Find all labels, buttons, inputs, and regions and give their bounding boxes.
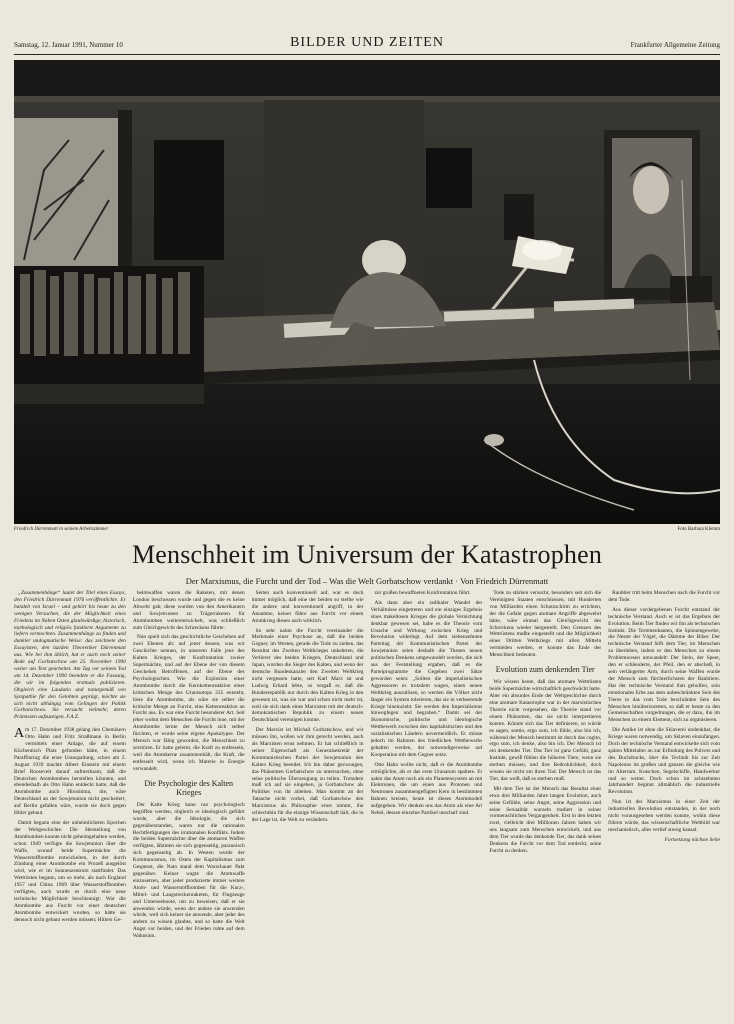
photo-credit: Foto Barbara Klemm — [677, 527, 720, 532]
body-paragraph: Wir wissen heute, daß das atomare Wettrüsten beide Supermächte wirtschaftlich geschwächt hatte. Aber ein absurdes Ende der Weltgeschichte durch eine atomare Katastrophe war in der marxistischen Theorie nicht vorgesehen, die Theorie stand vor einem Phänomen, das sie nicht interpretieren konnte. Könnte sich das Tier definieren, so würde es sagen, sentio, ergo sum, ich fühle, also bin ich, während der Mensch bestimmt ist durch das cogito, ergo sum, ich denke, also bin ich. Der Mensch ist ein denkendes Tier. Das Tier ist ganz Gefühl, ganz Instinkt, gewiß fühlen die höheren Tiere, wenn sie sterben müssen, und ihre Bedrohlichkeit, doch wissen sie nicht um ihren Tod. Der Mensch ist das Tier, das weiß, daß es sterben muß. — [489, 679, 602, 782]
office-photo-illustration — [14, 60, 720, 524]
body-paragraph: Raubtier tritt beim Menschen nach die Furcht vor dem Tode. — [608, 590, 720, 603]
column-6 — [608, 590, 720, 1016]
column-3 — [252, 590, 364, 1016]
body-paragraph: heimwaffen waren die Raketen, mit denen London beschossen wurde und gegen die es keine Abwehr gab; diese wurden von den Amerikanern und Sowjetrussen zu Trägerraketen für Atombomben weiterentwickelt, was schließlich zum Gleichgewicht des Schreckens führte. — [132, 590, 245, 631]
body-paragraph: Otto Hahn wollte nicht, daß er die Atombombe ermöglichte, als er das erste Uranatom spaltete. Er nahm das Atom noch als ein Planetensystem an mit Elektronen, die um einen aus Protonen und Neutronen zusammengefügten Kern in bestimmten Bahnen kreisen, heute ist dieses Atommodell aufgegeben. Wir denken uns das Atom als eine Art Nebel, dessen einzelne Partikel unscharf sind. — [370, 761, 483, 817]
body-paragraph: Nun spielt sich das geschichtliche Geschehen auf zwei Ebenen ab: auf jener dessen, was wir Geschichte nennen, in unserem Falle jene des Kalten Krieges, der Konfrontation zweier Supermächte, und auf der Ebene der von diesem Geschehen Betroffenen, auf der Ebene des Psychologischen. Wie die Explosion einer Atombombe durch die Kernkettenreaktion einer kritischen Menge des Uranisotops 235 entsteht, löste die Atombombe, als wäre sie selber die kritische Menge an Furcht, eine Kettenreaktion an Furcht aus. Es war eine Furcht besonderer Art. Seit jeher wohnt dem Menschen die Furcht inne, mit der Atombombe lernte der Mensch sich selber fürchten, er wurde seine eigene Apokalypse. Der Mensch war fähig geworden, die Menschheit zu zerstören. Er hatte gelernt, die Kraft zu entfesseln, weil die Atomkerne zusammenhält, die Kraft, die entfesselt wird, wenn ich Materie in Energie verwandelt. — [132, 634, 245, 772]
column-2 — [133, 590, 245, 1016]
body-paragraph: Damit begann eine der unheimlichsten Epochen der Weltgeschichte. Die Herstellung von Atombomben konnte nicht geheimgehalten werden, schon 1949 verfügte die Sowjetunion über die Waffe, worauf beide Supermächte die Wasserstoffbombe entwickelten, in der durch Zündung einer Atombombe ein Prozeß ausgelöst wird, wie er im Sonnenzentrum stattfindet. Das Wettrüsten begann, um so mehr, als nach England 1957 und China 1969 über Wasserstoffbomben verfügten, auch wurde es durch eine neue technische Möglichkeit beschleunigt: War die Atombombe aus Furcht vor einer deutschen Atombombe entwickelt worden, so hätte sie dennoch nicht gebaut werden müssen; Hitlers Ge- — [14, 820, 126, 923]
section-title: BILDER UND ZEITEN — [290, 35, 444, 50]
body-paragraph: Der Marxist ist Michail Gorbatschow, und wir müssen ihn, wollen wir ihm gerecht werden, auch als Marxisten ernst nehmen. Er hat schließlich in seiner Eigenschaft als Generalsekretär der Kommunistischen Partei der Sowjetunion den Kalten Krieg beendet. Ich bin daher gezwungen, das Phänomen Gorbatschow zu untersuchen, ohne seine politische Überzeugung zu teilen. Trotzdem muß ich auf sie eingehen, ja Gorbatschow als Politiker von ihr ableiten. Man kommt an der Tatsache nicht vorbei, daß Gorbatschow den Marxismus als Philosophie ernst nimmt, ihn schlechthin für die einzige Wissenschaft hält, die in der Lage ist, die Welt zu verändern. — [251, 727, 364, 823]
article-headline: Menschheit im Universum der Katastrophen — [131, 540, 603, 569]
body-paragraph: Seiten auch konventionell auf, war es doch immer möglich, daß eine der beiden so stellte wie die andere und konventionell angriff, in der Annahme, keiner führe aus Furcht vor einem Atomkrieg diesen auch wirklich. — [251, 590, 364, 624]
photo-caption: Friedrich Dürrenmatt in seinem Arbeitszimmer — [14, 527, 109, 532]
column-5 — [489, 590, 601, 1016]
article-deck: Der Marxismus, die Furcht und der Tod – Was die Welt Gorbatschow verdankt · Von Friedrich Dürrenmatt — [185, 576, 549, 586]
editorial-intro: „Zusammenhänge“ lautet der Titel eines Essays, den Friedrich Dürrenmatt 1976 veröffentlichte. Er handelt von Israel – und gehört bis heute zu den wenigen Versuchen, die der Möglichkeit eines Friedens im Nahen Osten glaubwürdige, historisch, mythologisch und religiös fundierte Argumente zu liefern vermochten. Zusammenhänge zu finden und dunkler undogmatische Weise: das zeichnete den Essayisten, den luziden Theoretiker Dürrenmatt aus. Wie bei ihm üblich, hat er auch noch seiner Rede auf Gorbatschow am 25. November 1990 weiter am Text gearbeitet. Am Tag vor seinem Tod am 14. Dezember 1990 beendete er die Fassung, die wir im folgenden erstmals publizieren. Obgleich eine Laudatio und naturgemäß von Sympathie für den Gelobten geprägt, möchte sie sich nicht abhängig vom Gelingen der Politik Gorbatschows. Sie versucht vielmehr, deren Prämissen aufzuzeigen. F.A.Z. — [14, 590, 126, 721]
subheading: Evolution zum denkenden Tier — [495, 665, 595, 675]
newspaper-name: Frankfurter Allgemeine Zeitung — [630, 41, 720, 49]
subheading: Die Psychologie des Kalten Krieges — [144, 778, 234, 797]
continued-note: Fortsetzung nächste Seite — [664, 836, 720, 843]
issue-date: Samstag, 12. Januar 1991, Nummer 10 — [14, 41, 123, 49]
article-photo — [14, 60, 720, 524]
body-paragraph: zur großen bewaffneten Konfrontation führt. — [374, 590, 471, 596]
masthead — [14, 34, 720, 55]
body-paragraph: Die Antike ist ohne die Sklaverei undenkbar, die Kriege waren notwendig, um Sklaven einzufangen. Doch der technische Verstand entwickelte sich vom späten Mittelalter an zur Erfindung des Pulvers und des Buchdrucks, über die Technik bis zur Zeit Napoleons im großen und ganzen die gleiche wie im Altertum. Kutschen, Segelschiffe, Handwerker und so weiter. Doch schon im achtzehnten Jahrhundert beginnt allmählich die industrielle Revolution. — [608, 727, 720, 796]
body-paragraph: Der Kalte Krieg kann nur psychologisch begriffen werden, obgleich er ideologisch geführt wurde, aber die Ideologie, die sich gegenüberstanden, waren nur die rationalen Rechtfertigungen des irrationalen Konflikts. Indem die beiden Supermächte über die atomaren Waffen verfügten, lähmten sie sich gegenseitig, paranoisch sich gegenseitig ab. In Westen wurde der Kommunismus, im Osten der Kapitalismus zum Gespenst, die Nato stand dem Warschauer Pakt gegenüber. Keiner wagte die Atomwaffe einzusetzen, aber jeder produzierte immer weitere Atom- und Wasserstoffbomben für die Kurz-, Mittel- und Langstreckenraketen, für Flugzeuge und Unterseeboote, um zu beweisen, daß er sie anwenden würde, wenn der andere sie anwenden würde, weil sich keiner sie anwende, aber jeder des andern zu wissen glaubte, und so hatte die Welt Angst vor beiden, und der Frieden ruhte auf dem Wahnsinn. — [132, 801, 245, 940]
article-body — [14, 590, 720, 1016]
body-paragraph: So sehr nahm die Furcht voreinander die Merkmale einer Psychose an, daß die beiden Gegner, im Westen, gerade die Tode zu ziehen, das Resultat des Zweiten Weltkrieges unkehrten, die Verlierer des beiden Kriegen, Deutschland und Japan, wurden die Sieger des Kalten, und wenn der deutsche Bundeskanzler den Zweiten Weltkrieg nicht vergessen hatte, seit Karl Marx ist und Ludwig Erhard lebte, so vergaß er, daß die Bundesrepublik nur durch den Kalten Krieg in den gewesen ist, was sie war und schon nicht mehr ist, weil sie sich dank eines Marxisten mit der deutsch-demokratischen Republik zu einem neuen Deutschland vereinigen konnte. — [251, 627, 364, 724]
column-1 — [14, 590, 126, 1016]
body-paragraph: Als dann aber ein radikaler Wandel der Verhältnisse eingetreten und ein einziges Ergebnis eines makellosen Krieges die globale Vernichtung denkbar gewesen sei, habe es die Theorie vom Ursache und Wirkung zwischen Krieg und Revolution widerlegt. Auf dem siebenzehnten Parteitag der Kommunistischen Partei der Sowjetunion seien deshalb die Thesen neuen politischen Denkens umgewandelt worden, die sich aus der Feststellung ergaben, daß es die Parteiprogramme die Gegeben zwei Sätze geworden seien: „Sollten die imperialistischen Aggressoren es trotzdem wagen, einen neuen Weltkrieg auszulösen, so werden die Völker nicht länger ein System tolerieren, das sie in verheerende Kriege hineinzieht. Sie werden den Imperialismus hinwegfegen und begraben.“ Damit sei der ökonomische, politische und ideologische Wettbewerb zwischen den kapitalistischen und den sozialistischen Ländern unvermeidlich. Er müsse jedoch im Rahmen des friedlichen Wettbewerbs gehalten werden, der notwendigerweise auf Kooperation mit dem Gegner setze. — [370, 599, 483, 758]
body-paragraph: Nun ist der Marxismus in einer Zeit der industriellen Revolution entstanden, in der noch nicht vorausgesehen werden konnte, wohin diese führen würde, das wissenschaftliche Weltbild war mechanistisch, alles verlief streng kausal. — [608, 799, 720, 833]
column-4 — [371, 590, 483, 1016]
body-paragraph: Am 17. Dezember 1938 gelang den Chemikern Otto Hahn und Fritz Straßmann in Berlin vermittels einer Anlage, die auf einem Küchentisch Platz gefunden hätte, in einem Paraffinring die erste Uranspaltung, schon am 2. August 1939 machte Albert Einstein mit einem Brief Roosevelt darauf aufmerksam, daß die Deutschen Atombomben herstellen könnten, und ebendeshalb als Otto Hahn entdeckt hatte, daß die Atombombe auch Hiroshima, die, wäre Deutschland an der Sowjetunion nicht gescheitert, auf Berlin gefallen wäre, wurde sie doch gegen Hitler gebaut. — [14, 726, 126, 817]
body-paragraph: Mit dem Tier ist der Mensch das Resultat einer etwa drei Milliarden Jahre langen Evolution, auch seine Gefühle, seine Angst, seine Aggression und seine Sexualität wurzeln tradiert in seiner vormenschlichen Vergangenheit. Erst in den letzten zwei, vielleicht drei Millionen Jahren haben wir uns langsam zum Menschen entwickelt, und aus dem Tier wurde das denkende Tier, das dank seines Denkens die Furcht vor dem Tod entdeckt, seine Furcht zu denken. — [489, 785, 602, 854]
body-paragraph: Aus dieser vordergebenen Furcht entstand der technische Verstand. Auch er ist das Ergebnis der Evolution. Beim Tier finden wir ihn als technischen Instinkt. Die Termitenbauten, die Spinnengewebe, die Nester der Vögel, die Dämme der Biber. Der technische Verstand hilft dem Tier, im Menschen zu überleben, indem er den Menschen zu einem Problemwesen umwandelt: Der Stein, der Speer, den er schleuderte, der Pfeil, den er abschoß, in sein verlängerter Arm, durch seine Waffen wurde der Mensch zum fürchterlichsten der Raubtiere. Hat der technische Verstand ihm geholfen, sein emotionales Erbe aus dem unbeschränkten Sein des Tieres in das vom Tode beschränkte Sein des Menschen hinüberzuretten, so daß er heute zu den Gemeinschaften vorgedrungen, die er dazu, ihn im Menschen zu einem Element, sich zu organisieren. — [608, 606, 720, 724]
body-paragraph: Tode zu stärken versucht, besonders seit sich die Vereinigten Staaten entschlossen, mit Hunderten von Milliarden einen Schutzschirm zu errichten, der die Gefahr gegen atomare Angriffe abgewehrt hätte, wäre einmal das Gleichgewicht des Schreckens wieder hergestellt. Den Grenzen des Wettrüstens mußte eingestellt und die Möglichkeit eines Dritten Weltkriegs mit allen Mitteln vermieden werden, er konnte das Ende der Menschheit bedeuten. — [489, 590, 602, 659]
